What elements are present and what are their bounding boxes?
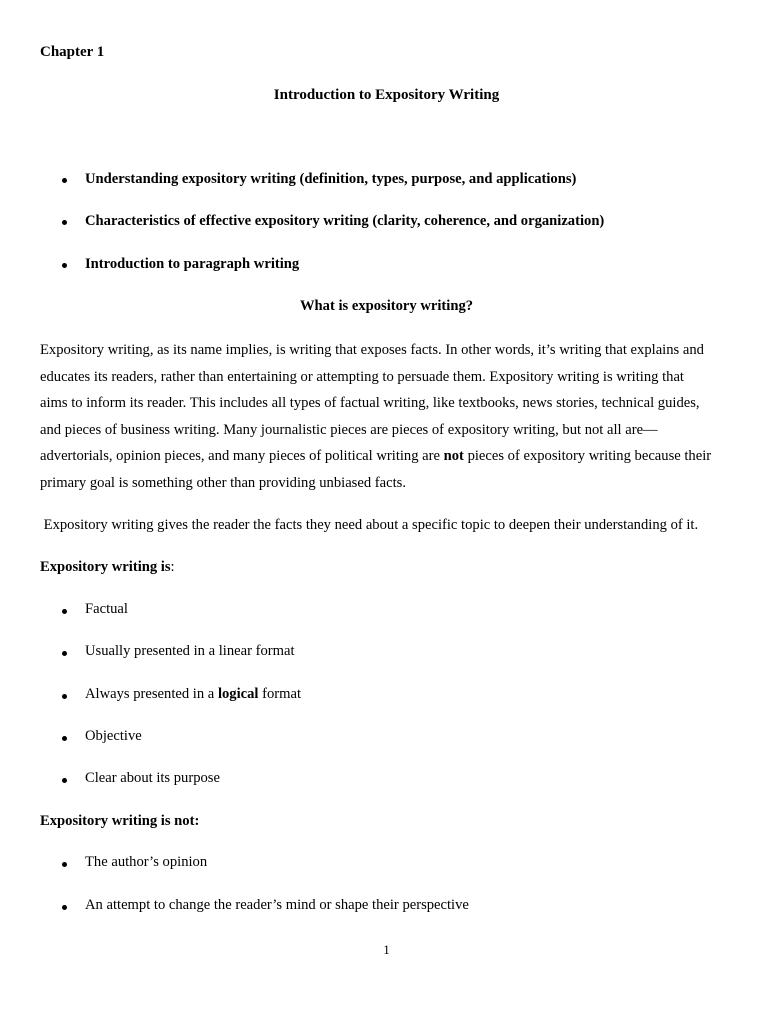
text-run: Always presented in a: [85, 686, 218, 702]
outline-item: Introduction to paragraph writing: [85, 256, 300, 272]
paragraph-summary: Expository writing gives the reader the facts they need about a specific topic to deepen their understanding of it.: [40, 517, 699, 533]
outline-item: Characteristics of effective expository writing (clarity, coherence, and organization): [85, 213, 605, 229]
paragraph-line: aims to inform its reader. This includes all types of factual writing, like textbooks, news stories, technical guides,: [40, 395, 700, 412]
paragraph-line: primary goal is something other than providing unbiased facts.: [40, 474, 406, 491]
list-item: Usually presented in a linear format: [85, 643, 295, 659]
text-run: pieces of expository writing because their: [463, 448, 712, 465]
bullet-icon: [62, 178, 67, 183]
is-heading-bold: Expository writing is: [40, 559, 171, 575]
is-heading: [40, 559, 175, 576]
emphasis-logical: logical: [217, 686, 259, 702]
paragraph-line: Expository writing, as its name implies, is writing that exposes facts. In other words, it’s writing that explains and: [40, 342, 704, 358]
section-heading: What is expository writing?: [299, 298, 474, 314]
paragraph-line: and pieces of business writing. Many journalistic pieces are pieces of expository writing, but not all are—: [40, 421, 658, 438]
list-item: Objective: [85, 728, 142, 744]
outline-item: Understanding expository writing (definition, types, purpose, and applications): [85, 171, 577, 187]
page-number: 1: [383, 942, 390, 957]
paragraph-line: [40, 443, 740, 470]
bullet-icon: [62, 905, 67, 910]
paragraph-definition: [40, 337, 740, 497]
bullet-icon: [62, 651, 67, 656]
bullet-icon: [62, 220, 67, 225]
list-item: [85, 686, 301, 703]
list-item: An attempt to change the reader’s mind or shape their perspective: [85, 897, 469, 913]
emphasis-not: not: [443, 448, 464, 465]
list-item: Clear about its purpose: [85, 770, 220, 786]
bullet-icon: [62, 736, 67, 741]
list-item: The author’s opinion: [85, 854, 208, 870]
chapter-label: Chapter 1: [40, 44, 105, 60]
bullet-icon: [62, 778, 67, 783]
bullet-icon: [62, 609, 67, 614]
is-not-heading: Expository writing is not:: [40, 813, 200, 829]
text-run: advertorials, opinion pieces, and many pieces of political writing are: [40, 448, 444, 465]
paragraph-line: educates its readers, rather than entertaining or attempting to persuade them. Expository writing is writing that: [40, 368, 684, 385]
bullet-icon: [62, 263, 67, 268]
is-heading-colon: :: [170, 559, 175, 575]
document-title: Introduction to Expository Writing: [273, 87, 500, 103]
bullet-icon: [62, 862, 67, 867]
bullet-icon: [62, 694, 67, 699]
text-run: format: [258, 686, 302, 702]
list-item: Factual: [85, 601, 128, 617]
